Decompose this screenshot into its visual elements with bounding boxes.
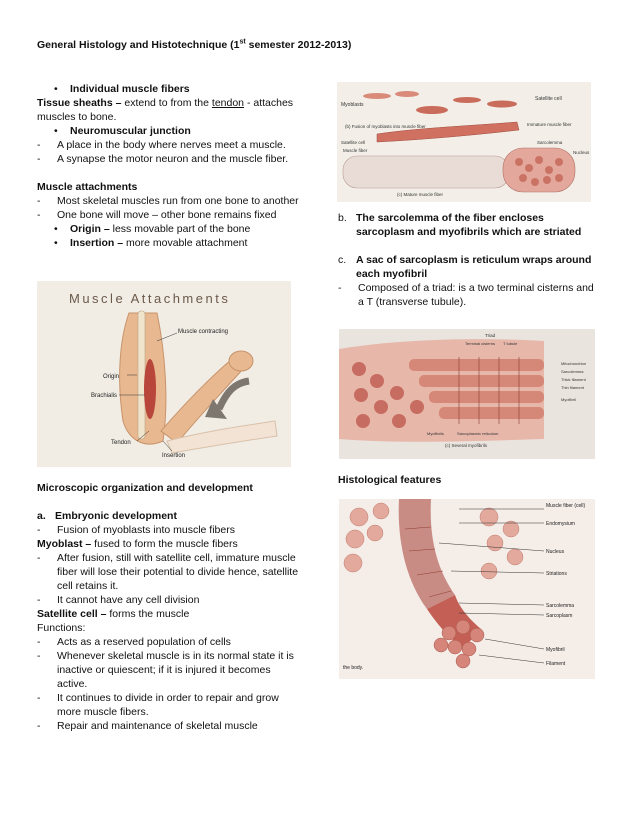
header-title-sup: st bbox=[239, 38, 246, 46]
attach-label-origin: Origin bbox=[103, 374, 120, 380]
header-title-post: semester 2012-2013) bbox=[245, 39, 352, 51]
sarcoplasm-sac-text: A sac of sarcoplasm is reticulum wraps around each myofibril bbox=[356, 254, 592, 280]
triad-label-sarcolemma: Sarcolemma bbox=[561, 369, 584, 374]
bullet-insertion bbox=[37, 236, 299, 250]
origin-label: Origin – bbox=[70, 223, 110, 235]
attach-label-insertion: Insertion bbox=[162, 453, 186, 459]
bullet-individual-fibers: • Individual muscle fibers bbox=[37, 82, 299, 96]
bullet-origin bbox=[37, 222, 299, 236]
dash-function-1: - Acts as a reserved population of cells bbox=[37, 635, 299, 649]
left-column-top bbox=[37, 82, 299, 250]
tissue-sheaths-paragraph bbox=[37, 96, 299, 124]
triad-label-myofibril: Myofibril bbox=[561, 397, 576, 402]
sarcoplasm-sac-item bbox=[338, 253, 600, 281]
triad-label-triad: Triad bbox=[485, 333, 496, 338]
triad-label-myofibrils: Myofibrils bbox=[427, 431, 444, 436]
histo-label-body: the body. bbox=[343, 665, 364, 671]
satellite-label: Satellite cell – bbox=[37, 608, 107, 620]
histo-label-sarcolemma: Sarcolemma bbox=[546, 603, 575, 609]
myoblast-text: fused to form the muscle fibers bbox=[91, 538, 238, 550]
left-column-bottom bbox=[37, 481, 299, 733]
triad-label-terminal: Terminal cisterns bbox=[465, 341, 496, 346]
insertion-label: Insertion – bbox=[70, 237, 124, 249]
tendon-link-text: tendon bbox=[211, 97, 245, 109]
histo-label-nucleus: Nucleus bbox=[546, 549, 565, 555]
dash-fusion: - Fusion of myoblasts into muscle fibers bbox=[37, 523, 299, 537]
dash-function-2: - Whenever skeletal muscle is in its normal state it is inactive or quiescent; if it is injured it becomes active. bbox=[37, 649, 299, 691]
sarcolemma-text: The sarcolemma of the fiber encloses sarcoplasm and myofibrils which are striated bbox=[356, 212, 582, 238]
myoblast-label: Myoblast – bbox=[37, 538, 92, 550]
attach-label-contracting: Muscle contracting bbox=[178, 329, 229, 335]
myoblast-line bbox=[37, 537, 299, 551]
page-header bbox=[37, 38, 351, 52]
histo-label-striations: Striations bbox=[546, 571, 567, 577]
muscle-attachments-figure bbox=[37, 281, 291, 467]
header-title-pre: General Histology and Histotechnique (1 bbox=[37, 39, 240, 51]
embryonic-development-item bbox=[37, 509, 299, 523]
fiber-label-satellite-2: Satellite cell bbox=[341, 140, 366, 145]
histo-label-endomysium: Endomysium bbox=[546, 521, 575, 527]
dash-bone-to-bone: - Most skeletal muscles run from one bone to another bbox=[37, 194, 299, 208]
embryonic-development-text: Embryonic development bbox=[55, 510, 177, 522]
triad-label-ttube: T tubule bbox=[503, 341, 518, 346]
triad-label-thin: Thin filament bbox=[561, 385, 584, 390]
bullet-neuromuscular-junction: • Neuromuscular junction bbox=[37, 124, 299, 138]
fiber-label-nucleus: Nucleus bbox=[573, 150, 590, 155]
attach-label-brachialis: Brachialis bbox=[91, 393, 118, 399]
dash-function-3: - It continues to divide in order to repair and grow more muscle fibers. bbox=[37, 691, 299, 719]
histo-label-filament: Filament bbox=[546, 661, 566, 667]
triad-label-mito: Mitochondrion bbox=[561, 361, 587, 366]
fiber-label-mature: (c) Mature muscle fiber bbox=[397, 192, 444, 197]
triad-caption: (c) Several myofibrils bbox=[445, 443, 488, 448]
histological-heading: Histological features bbox=[338, 474, 442, 486]
histological-features-figure bbox=[339, 499, 595, 679]
satellite-text: forms the muscle bbox=[106, 608, 190, 620]
satellite-line bbox=[37, 607, 299, 621]
triad-myofibrils-figure bbox=[339, 329, 595, 459]
histo-label-fiber: Muscle fiber (cell) bbox=[546, 503, 586, 509]
origin-text: less movable part of the bone bbox=[109, 223, 251, 235]
dash-function-4: - Repair and maintenance of skeletal muscle bbox=[37, 719, 299, 733]
right-column-text bbox=[338, 211, 600, 309]
dash-triad: - Composed of a triad: is a two terminal cisterns and a T (transverse tubule). bbox=[338, 281, 600, 309]
dash-after-fusion: - After fusion, still with satellite cell, immature muscle fiber will lose their potential to divide hence, satellite cell retains it. bbox=[37, 551, 299, 593]
functions-label: Functions: bbox=[37, 622, 86, 634]
fiber-label-sarcolemma: Sarcolemma bbox=[537, 140, 563, 145]
dash-one-bone-moves: - One bone will move – other bone remains fixed bbox=[37, 208, 299, 222]
fiber-label-immature: Immature muscle fiber bbox=[527, 122, 572, 127]
triad-label-sr: Sarcoplasmic reticulum bbox=[457, 431, 499, 436]
dash-nerves-meet: - A place in the body where nerves meet a muscle. bbox=[37, 138, 299, 152]
insertion-text: more movable attachment bbox=[123, 237, 248, 249]
sarcolemma-item bbox=[338, 211, 600, 239]
muscle-attachments-heading: Muscle attachments bbox=[37, 181, 138, 193]
fiber-development-figure bbox=[337, 82, 591, 202]
fiber-label-myoblasts: Myoblasts bbox=[341, 102, 364, 108]
attach-label-tendon: Tendon bbox=[111, 440, 131, 446]
histological-heading-wrap bbox=[338, 473, 600, 487]
letter-c: c. bbox=[338, 254, 347, 266]
fiber-label-fusion: (b) Fusion of myoblasts into muscle fiber bbox=[345, 124, 426, 129]
tissue-sheaths-text-1: extend to from the bbox=[121, 97, 212, 109]
triad-label-thick: Thick filament bbox=[561, 377, 586, 382]
tissue-sheaths-text-2: - attaches muscles to bone. bbox=[37, 97, 294, 123]
fiber-label-satellite: Satellite cell bbox=[535, 96, 562, 102]
microscopic-heading: Microscopic organization and development bbox=[37, 482, 253, 494]
fiber-label-muscle-fiber: Muscle fiber bbox=[343, 148, 368, 153]
histo-label-myofibril: Myofibril bbox=[546, 647, 565, 653]
letter-a: a. bbox=[37, 510, 46, 522]
attach-figure-title: Muscle Attachments bbox=[69, 291, 231, 306]
histo-label-sarcoplasm: Sarcoplasm bbox=[546, 613, 573, 619]
tissue-sheaths-label: Tissue sheaths – bbox=[37, 97, 122, 109]
dash-synapse: - A synapse the motor neuron and the muscle fiber. bbox=[37, 152, 299, 166]
letter-b: b. bbox=[338, 212, 347, 224]
dash-no-division: - It cannot have any cell division bbox=[37, 593, 299, 607]
